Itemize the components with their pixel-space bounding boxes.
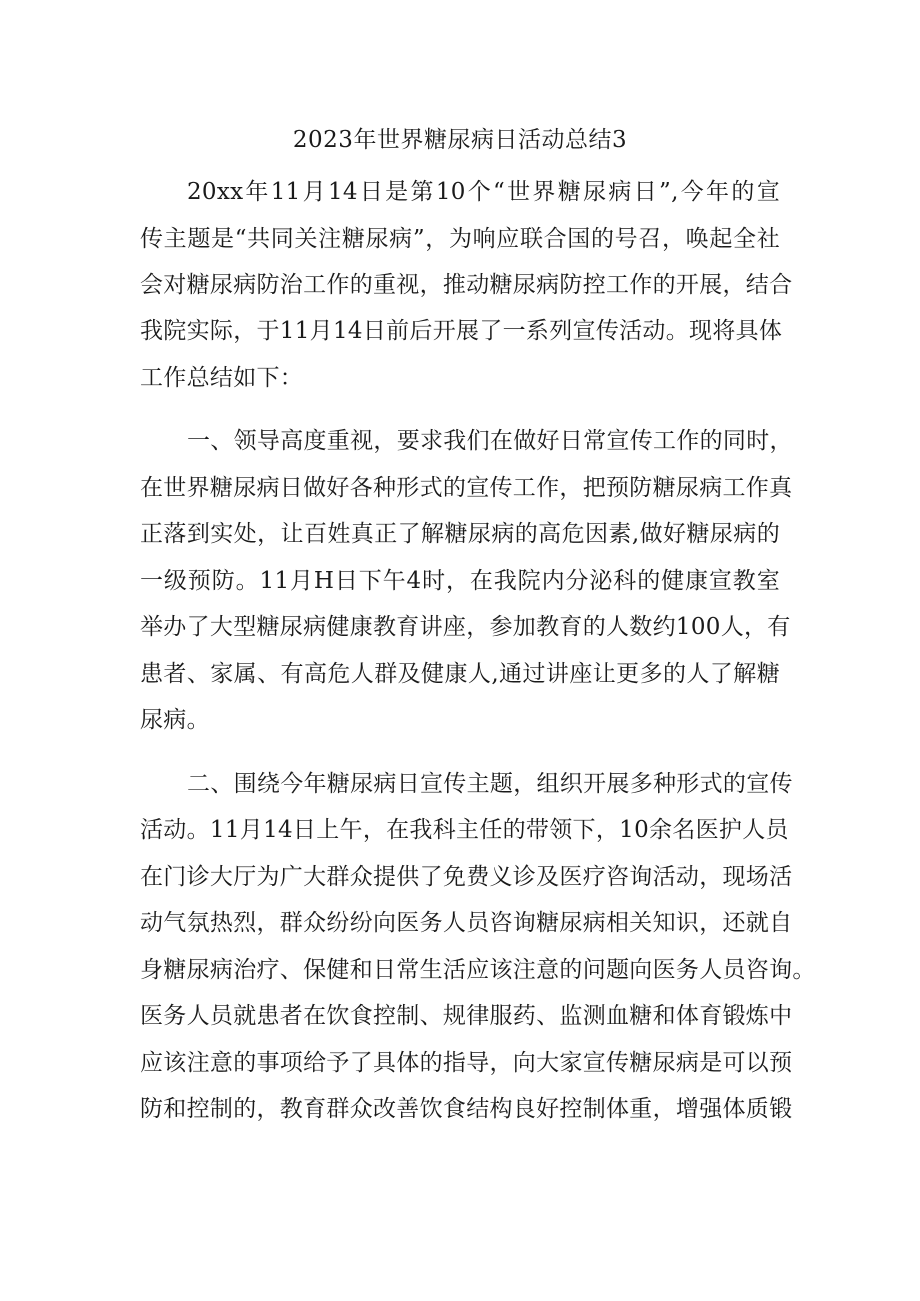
paragraph-1-line-1: 20xx年11月14日是第10个“世界糖尿病日”,今年的宣 [187,179,780,205]
paragraph-1-line-2: 传主题是“共同关注糖尿病”，为响应联合国的号召，唤起全社 [140,226,780,252]
paragraph-1-line-5: 工作总结如下： [140,365,304,391]
document-title: 2023年世界糖尿病日活动总结3 [292,127,628,153]
paragraph-3-line-2: 活动。11月14日上午，在我科主任的带领下，10余名医护人员 [140,817,789,843]
paragraph-3-line-8: 防和控制的，教育群众改善饮食结构良好控制体重，增强体质锻 [140,1096,793,1122]
paragraph-3-line-4: 动气氛热烈，群众纷纷向医务人员咨询糖尿病相关知识，还就自 [140,910,793,936]
paragraph-3-line-6: 医务人员就患者在饮食控制、规律服药、监测血糖和体育锻炼中 [140,1003,793,1029]
paragraph-2-line-4: 一级预防。11月H日下午4时，在我院内分泌科的健康宣教室 [140,568,780,594]
paragraph-2-line-6: 患者、家属、有高危人群及健康人,通过讲座让更多的人了解糖 [140,661,780,687]
paragraph-2-line-5: 举办了大型糖尿病健康教育讲座，参加教育的人数约100人，有 [140,614,791,640]
paragraph-1-line-3: 会对糖尿病防治工作的重视，推动糖尿病防控工作的开展，结合 [140,272,793,298]
paragraph-2-line-1: 一、领导高度重视，要求我们在做好日常宣传工作的同时， [187,428,793,454]
paragraph-3-line-3: 在门诊大厅为广大群众提供了免费义诊及医疗咨询活动，现场活 [140,864,793,890]
paragraph-1-line-4: 我院实际，于11月14日前后开展了一系列宣传活动。现将具体 [140,318,783,344]
paragraph-3-line-5: 身糖尿病治疗、保健和日常生活应该注意的问题向医务人员咨询。 [140,957,816,983]
paragraph-3-line-7: 应该注意的事项给予了具体的指导，向大家宣传糖尿病是可以预 [140,1050,793,1076]
paragraph-2-line-2: 在世界糖尿病日做好各种形式的宣传工作，把预防糖尿病工作真 [140,475,793,501]
paragraph-2-line-7: 尿病。 [140,707,210,733]
paragraph-3-line-1: 二、围绕今年糖尿病日宣传主题，组织开展多种形式的宣传 [187,771,793,797]
paragraph-2-line-3: 正落到实处，让百姓真正了解糖尿病的高危因素,做好糖尿病的 [140,521,780,547]
